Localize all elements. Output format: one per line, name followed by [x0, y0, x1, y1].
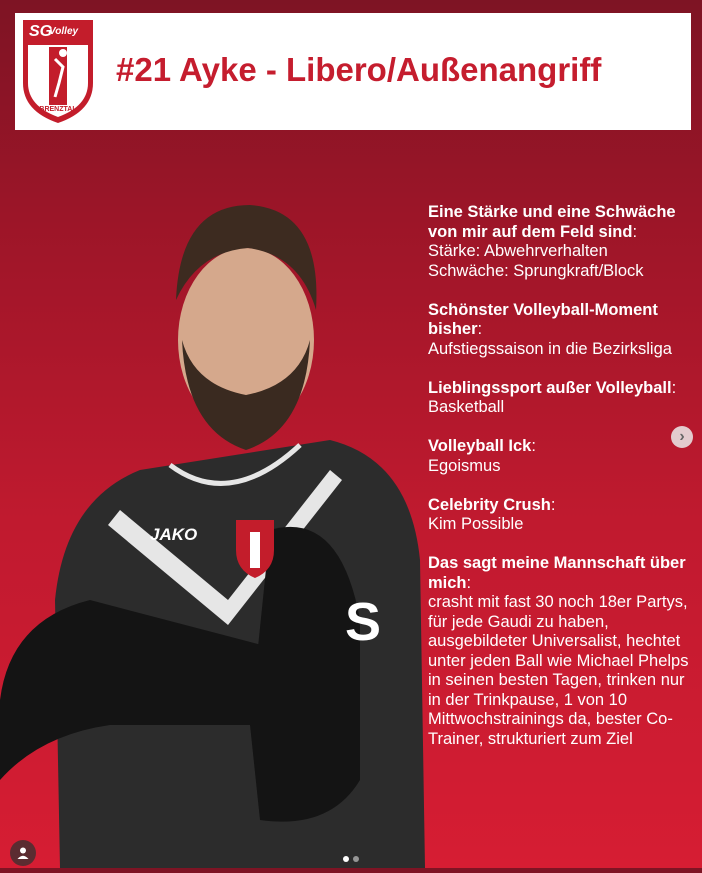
- info-answer-line: Kim Possible: [428, 515, 524, 533]
- jersey-brand-text: JAKO: [150, 525, 198, 544]
- info-colon: :: [632, 222, 638, 241]
- logo-volley-text: Volley: [49, 26, 79, 37]
- info-block-strength-weakness: [428, 203, 700, 281]
- info-block-team-says: [428, 554, 700, 749]
- tagged-users-button[interactable]: [10, 840, 36, 866]
- info-answer-line: crasht mit fast 30 noch 18er Partys, für jede Gaudi zu haben, ausgebildeter Universalist, hechtet unter jeden Ball wie Michael Phelps in seinen besten Tagen, trinken nur in der Trinkpause, 1 von 10 Mittwochstrainings da, bester Co-Trainer, strukturiert zum Ziel: [428, 593, 689, 748]
- info-question: Volleyball Ick: [428, 437, 532, 455]
- info-question: Schönster Volleyball-Moment bisher: [428, 300, 658, 338]
- logo-brenztal-text: BRENZTAL: [39, 106, 77, 113]
- page-title: #21 Ayke - Libero/Außenangriff: [116, 51, 602, 88]
- info-block-favorite-sport: [428, 379, 700, 418]
- user-icon: [16, 846, 30, 860]
- info-answer-line: Stärke: Abwehrverhalten: [428, 242, 608, 260]
- header-banner: [15, 13, 691, 130]
- info-block-volleyball-ick: [428, 437, 700, 476]
- info-answer-line: Aufstiegssaison in die Bezirksliga: [428, 339, 672, 358]
- logo-sg-text: SG: [29, 23, 53, 40]
- info-answer-line: Schwäche: Sprungkraft/Block: [428, 261, 644, 280]
- logo-alb-text: ALB: [50, 97, 66, 104]
- info-question: Das sagt meine Mannschaft über mich: [428, 554, 686, 592]
- player-photo: [0, 180, 430, 868]
- info-block-best-moment: [428, 301, 700, 360]
- info-question: Celebrity Crush: [428, 495, 551, 514]
- info-colon: :: [671, 378, 677, 397]
- info-answer-line: Basketball: [428, 398, 505, 416]
- player-info-panel: [428, 203, 700, 769]
- jersey-sponsor-text: S: [345, 592, 382, 652]
- sg-volley-logo: [19, 17, 97, 125]
- chevron-right-icon: ›: [679, 428, 685, 445]
- info-colon: :: [531, 437, 536, 455]
- carousel-next-button[interactable]: [671, 426, 693, 448]
- info-question: Lieblingssport außer Volleyball: [428, 378, 672, 397]
- info-colon: :: [477, 320, 483, 338]
- carousel-dot-active: [343, 856, 349, 862]
- info-answer-line: Egoismus: [428, 456, 501, 475]
- info-block-celebrity-crush: [428, 496, 700, 535]
- info-colon: :: [466, 573, 472, 592]
- info-question: Eine Stärke und eine Schwäche von mir auf dem Feld sind: [428, 203, 676, 241]
- carousel-dot: [353, 856, 359, 862]
- carousel-indicator: [343, 856, 359, 862]
- info-colon: :: [550, 495, 556, 514]
